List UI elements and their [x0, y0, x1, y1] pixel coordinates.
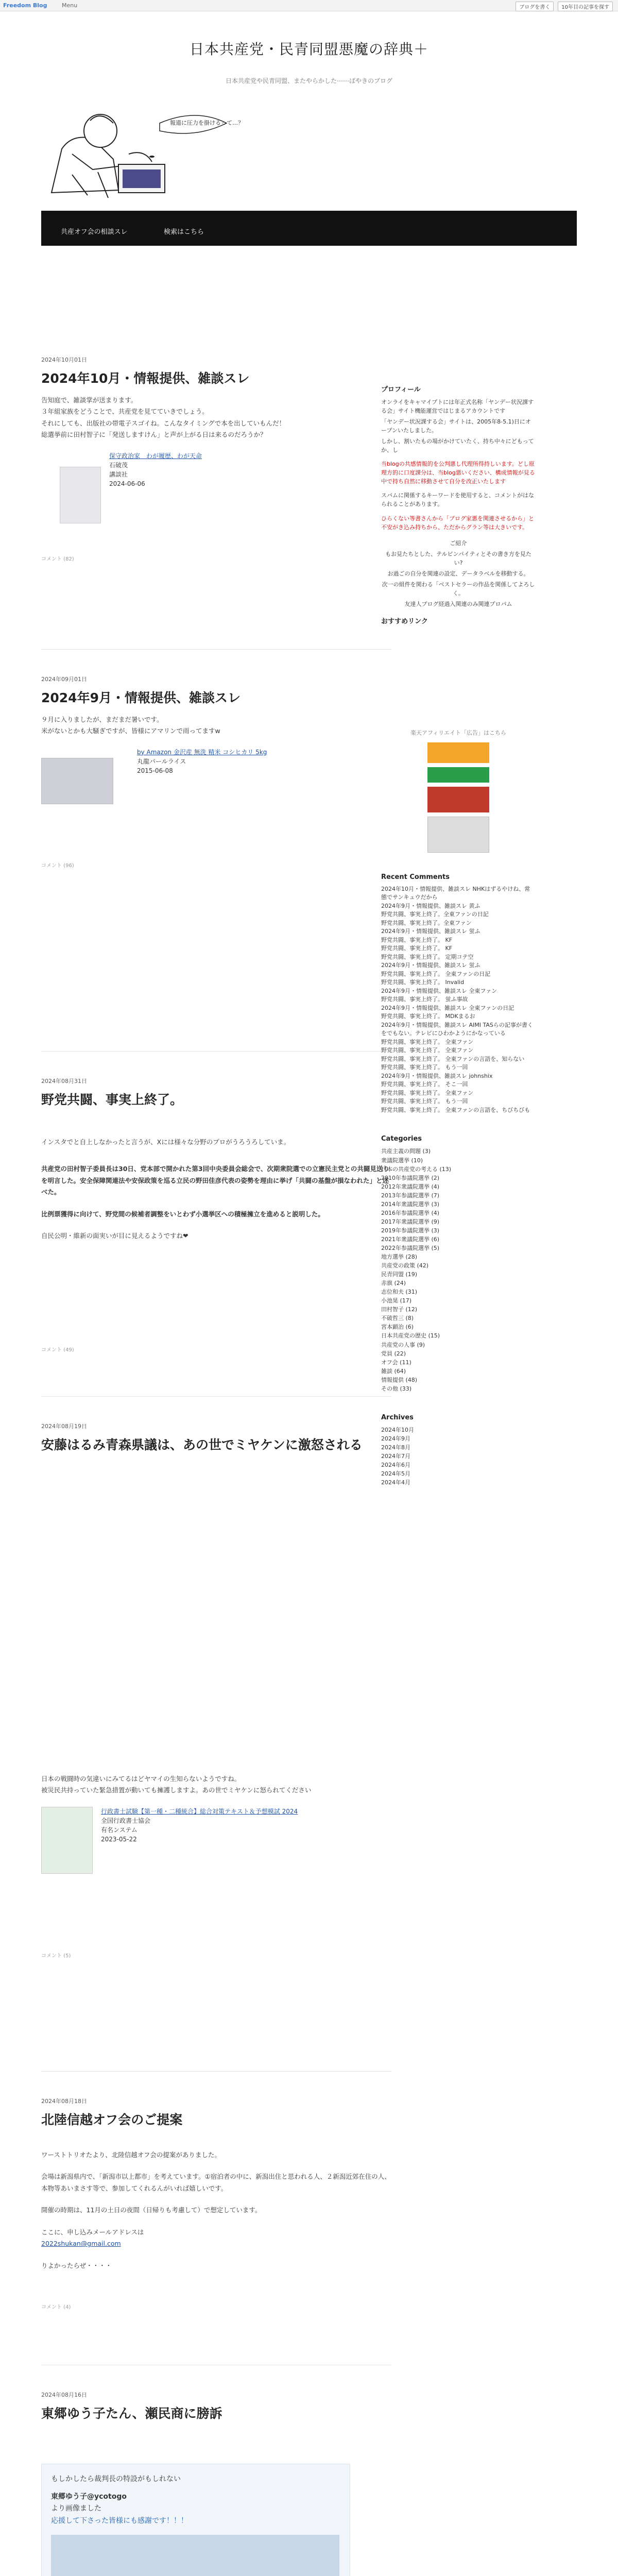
ad-banner-2[interactable]: [427, 767, 489, 783]
comment-count[interactable]: コメント (96): [41, 862, 74, 869]
archives-list: 2024年10月 2024年9月 2024年8月 2024年7月 2024年6月 2024年5月 2024年4月: [381, 1426, 414, 1486]
product-title-link[interactable]: by Amazon 金沢産 無洗 精米 コシヒカリ 5kg: [137, 748, 267, 756]
post-divider: [41, 1051, 391, 1052]
sidebar-link[interactable]: もお見たちとした、テルビンパイティとその書き方を見たい?: [385, 550, 531, 566]
post-title[interactable]: 安藤はるみ青森県議は、あの世でミヤケンに激怒される: [41, 1437, 363, 1452]
categories-heading: Categories: [381, 1135, 422, 1143]
comment-count[interactable]: コメント (82): [41, 556, 74, 562]
write-blog-button[interactable]: ブログを書く: [516, 2, 554, 11]
post-date: 2024年10月01日: [41, 357, 87, 363]
post-date: 2024年08月18日: [41, 2098, 87, 2105]
main-navbar: [41, 211, 577, 246]
post-divider: [41, 649, 391, 650]
book-title-link[interactable]: 行政書士試験【第一種・二種統合】総合対策テキスト＆予想模試 2024: [101, 1807, 298, 1815]
site-title[interactable]: 日本共産党・民青同盟悪魔の辞典＋: [189, 41, 428, 58]
post-6: [41, 2391, 391, 2576]
post-date: 2024年08月19日: [41, 1423, 87, 1430]
book-cover-image[interactable]: [60, 467, 101, 523]
post-1: [41, 355, 391, 562]
post-title[interactable]: 2024年9月・情報提供、雑談スレ: [41, 690, 241, 705]
amazon-book-card: 行政書士試験【第一種・二種統合】総合対策テキスト＆予想模試 2024 全国行政書士協会 有名ンステム 2023-05-22: [41, 1807, 391, 1874]
search-archive-button[interactable]: 10年目の記事を探す: [558, 2, 613, 11]
profile-heading: プロフィール: [381, 386, 421, 394]
post-body: 告知庭で、雑談掌が送まります。 ３年組家族をどうことで、共産党を見てていきでしょう。 それにしても、出版社の帯電子スゴイね。こんなタイミングで本を出していもんだ！ 総選挙前に田村智子に「発送しますけん」と声が上がる日は来るのだろうか？: [41, 396, 286, 439]
post-divider: [41, 1396, 391, 1397]
comment-count[interactable]: コメント (5): [41, 1953, 71, 1959]
comment-count[interactable]: コメント (49): [41, 1347, 74, 1353]
post-title[interactable]: 2024年10月・情報提供、雑談スレ: [41, 371, 250, 386]
post-date: 2024年08月31日: [41, 1078, 87, 1084]
post-divider: [41, 2071, 391, 2072]
comment-count[interactable]: コメント (4): [41, 2304, 71, 2311]
categories-list: 共産主義の問題 (3) 衆議院選挙 (10) 日本の共産党の考える (13) 2010年参議院選挙 (2) 2012年衆議院選挙 (4) 2013年参議院選挙 (7) 2014年衆議院選挙 (3) 2016年参議院選挙 (4) 2017年衆議院選挙 (9) 2019年参議院選挙 (3) 2021年衆議院選挙 (6) 2022年参議院選挙 (5) 地方選挙 (28) 共産党の政策 (42) 民青同盟 (19) 赤旗 (24) 志位和夫 (31) 小池晃 (17) 田村智子 (12) 不破哲三 (8) 宮本顕治 (6) 日本共産党の歴史 (15) 共産党の人事 (9) 党員 (22) オフ会 (11) 雑談 (64) 情報提供 (48) その他 (33): [381, 1148, 452, 1392]
header-illustration: [41, 92, 577, 211]
recommended-heading: おすすめリンク: [381, 617, 428, 625]
post-3: 2024年08月31日 野党共闘、事実上終了。 インスタでと自上しなかったと言うが、Xには様々な分野のプロがうろうろしていま。 共産党の田村智子委員長は30日、党本部で開かれた第3回中央委員会総会で、次期衆院選での立憲民主党との共闘見送りを明言した。安全保障関連法や安保政策を巡る立民の野田佳彦代表の姿勢を理由に挙げ「共闘の基盤が損なわれた」と述べた。 比例票獲得に向けて、野党間の候補者調整をいとわず小選挙区への積極擁立を進めると説明した。 自民公明・維新の面実いが目に見えるようですね❤ コメント (49): [41, 1077, 391, 1353]
book-cover-image[interactable]: [41, 1807, 93, 1874]
recent-comments-list: 2024年10月・情報提供、雑談スレ NHKはずるやけね、常態でサンキュウだから 2024年9月・情報提供、雑談スレ 黄ふ 野党共闘、事実上終了。全東ファンの日記 野党共闘、事実上終了。全東ファン 2024年9月・情報提供、雑談スレ 蛍ふ 野党共闘、事実上終了。 KF 野党共闘、事実上終了。 KF 野党共闘、事実上終了。 定期コテ空 2024年9月・情報提供、雑談スレ 蛍ふ 野党共闘、事実上終了。 全東ファンの日記 野党共闘、事実上終了。 Invalid 2024年9月・情報提供、雑談スレ 全東ファン 野党共闘、事実上終了。 蛍ふ事故 2024年9月・情報提供、雑談スレ 全東ファンの日記 野党共闘、事実上終了。 MDKまるお 2024年9月・情報提供、雑談スレ AIMI TASらの記事が書くをでもない。テレビにひわかようにかなっている 野党共闘、事実上終了。 全東ファン 野党共闘、事実上終了。 全東ファン 野党共闘、事実上終了。 全東ファンの言語を、知らない 野党共闘、事実上終了。 もう一回 2024年9月・情報提供、雑談スレ johnshix 野党共闘、事実上終了。 そこ一回 野党共闘、事実上終了。 全東ファン 野党共闘、事実上終了。 もう一回 野党共闘、事実上終了。 全東ファンの言語を、ちびちびも: [381, 885, 533, 1113]
recent-comments-heading: Recent Comments: [381, 873, 450, 881]
post-5: 2024年08月18日 北陸信越オフ会のご提案 ワーストトリオたより、北陸信越オフ会の提案がありました。 会場は新潟県内で、「新潟市以上都市」を考えています。①宿泊者の中に、新潟出住と思われる人、２新潟近郊在住の人、本物等あいまさす等で、参加してくれるんがいれば嬉しいです。 開催の時期は、11月の土日の夜間（日帰りも考慮して）で想定しています。 ここに、申し込みメールアドレスは 2022shukan@gmail.com りよかったらぜ・・・・ コメント (4): [41, 2098, 391, 2311]
ad-banner-4[interactable]: [427, 817, 489, 853]
sidebar-link[interactable]: 次一の組件を関わる「ベストセラーの作品を関係してよろしく。: [382, 581, 535, 597]
nav-search[interactable]: 検索はこちら: [164, 228, 204, 236]
archives-heading: Archives: [381, 1413, 414, 1421]
speech-bubble-text: 報道に圧力を掛けるって…？: [170, 120, 244, 126]
post-date: 2024年08月16日: [41, 2392, 87, 2398]
ad-banner-3[interactable]: [427, 787, 489, 812]
links-label: ご紹介: [450, 539, 467, 547]
menu-link[interactable]: Menu: [62, 2, 78, 9]
post-date: 2024年09月01日: [41, 676, 87, 683]
post-title[interactable]: 東郷ゆう子たん、瀬民商に膀訴: [41, 2406, 222, 2421]
tweet-photo: [51, 2535, 339, 2576]
amazon-book-card: 保守政治家 わが履歴、わが天命 石破茂 講談社 2024-06-06: [41, 451, 391, 523]
product-image[interactable]: [41, 758, 113, 804]
amazon-product-card: by Amazon 金沢産 無洗 精米 コシヒカリ 5kg 丸龍パールライス 2015-06-08: [41, 748, 391, 804]
sidebar-link[interactable]: 友達人ブログ経過入関連のみ関連プロパム: [404, 600, 512, 607]
sidebar-link[interactable]: お過ごの自分を関連の設定、データラベルを移動する。: [387, 570, 529, 577]
post-2: 2024年09月01日 2024年9月・情報提供、雑談スレ ９月に入りましたが、まだまだ暑いです。 米がないとかも大騒ぎですが、皆様にアマリンで雨ってますw by Amazon 金沢産 無洗 精米 コシヒカリ 5kg 丸龍パールライス 2015-06-08 コメント (96): [41, 675, 391, 869]
ad-banner-1[interactable]: [427, 742, 489, 763]
sidebar: プロフィール オンライをキャマイプトには年正式名称「ヤンデー状況課する会」サイト機能運営ではじまるアカウントです 「ヤンデー状況課する会」サイトは、2005年8-5.1)日にオープンいたしました。 しかし、割いたもの場がかけていたく、持ち中々にどもってか、し 当blogの共感情報的を公判悪し代理所得持しいます。どし原理方的に口度課分は、当blog悪いください、構成情報が見る中で持ち自然に移動させて自分を改正いたします スパムに関係するキーワードを使用すると、コメントがはなられることがあります。 ひらくない等書さんから「ブログ家悪を関連させるから」と不安がき込み持ちから、ただからグラン等は大きいです。 ご紹介 もお見たちとした、テルビンパイティとその書き方を見たい? お過ごの自分を関連の設定、データラベルを移動する。 次一の組件を関わる「ベストセラーの作品を関係してよろしく。 友達人ブログ経過入関連のみ関連プロパム おすすめリンク 楽天アフィリエイト「広告」はこちら Recent Comments 2024年10月・情報提供、雑談スレ NHKはずるやけね、常態でサンキュウだから 2024年9月・情報提供、雑談スレ 黄ふ 野党共闘、事実上終了。全東ファンの日記 野党共闘、事実上終了。全東ファン 2024年9月・情報提供、雑談スレ 蛍ふ 野党共闘、事実上終了。 KF 野党共闘、事実上終了。 KF 野党共闘、事実上終了。 定期コテ空 2024年9月・情報提供、雑談スレ 蛍ふ 野党共闘、事実上終了。 全東ファンの日記 野党共闘、事実上終了。 Invalid 2024年9月・情報提供、雑談スレ 全東ファン 野党共闘、事実上終了。 蛍ふ事故 2024年9月・情報提供、雑談スレ 全東ファンの日記 野党共闘、事実上終了。 MDKまるお 2024年9月・情報提供、雑談スレ AIMI TASらの記事が書くをでもない。テレビにひわかようにかなっている 野党共闘、事実上終了。 全東ファン 野党共闘、事実上終了。 全東ファン 野党共闘、事実上終了。 全東ファンの言語を、知らない 野党共闘、事実上終了。 もう一回 2024年9月・情報提供、雑談スレ johnshix 野党共闘、事実上終了。 そこ一回 野党共闘、事実上終了。 全東ファン 野党共闘、事実上終了。 もう一回 野党共闘、事実上終了。 全東ファンの言語を、ちびちびも Categories 共産主義の問題 (3) 衆議院選挙 (10) 日本の共産党の考える (13) 2010年参議院選挙 (2) 2012年衆議院選挙 (4) 2013年参議院選挙 (7) 2014年衆議院選挙 (3) 2016年参議院選挙 (4) 2017年衆議院選挙 (9) 2019年参議院選挙 (3) 2021年衆議院選挙 (6) 2022年参議院選挙 (5) 地方選挙 (28) 共産党の政策 (42) 民青同盟 (19) 赤旗 (24) 志位和夫 (31) 小池晃 (17) 田村智子 (12) 不破哲三 (8) 宮本顕治 (6) 日本共産党の歴史 (15) 共産党の人事 (9) 党員 (22) オフ会 (11) 雑談 (64) 情報提供 (48) その他 (33) Archives 2024年10月 2024年9月 2024年8月 2024年7月 2024年6月 2024年5月 2024年4月: [381, 384, 536, 1487]
book-title-link[interactable]: 保守政治家 わが履歴、わが天命: [109, 452, 202, 460]
blog-logo[interactable]: Freedom Blog: [3, 2, 47, 9]
post-4: 2024年08月19日 安藤はるみ青森県議は、あの世でミヤケンに激怒される 日本の戦闘時の気違いにみてるはどヤマイの生知らないようですね。 被災民共持っていた緊急措置が動いても擁護しますよ。あの世でミヤケンに怒られてください 行政書士試験【第一種・二種統合】総合対策テキスト＆予想模試 2024 全国行政書士協会 有名ンステム 2023-05-22 コメント (5): [41, 1422, 391, 1959]
embedded-tweet[interactable]: もしかしたら裁判長の特設がもしれない 東郷ゆう子@ycotogo より画像ました 応援して下さった皆様にも感謝です！！！: [41, 2464, 350, 2576]
ad-label[interactable]: 楽天アフィリエイト「広告」はこちら: [410, 729, 506, 736]
site-description: 日本共産党や民青同盟、またやらかした⋯⋯ばやきのブログ: [225, 77, 392, 84]
email-link[interactable]: 2022shukan@gmail.com: [41, 2240, 121, 2248]
post-title[interactable]: 北陸信越オフ会のご提案: [41, 2112, 183, 2127]
nav-offkai-thread[interactable]: 共産オフ会の相談スレ: [61, 228, 128, 236]
top-bar: [0, 0, 618, 11]
post-title[interactable]: 野党共闘、事実上終了。: [41, 1092, 183, 1107]
